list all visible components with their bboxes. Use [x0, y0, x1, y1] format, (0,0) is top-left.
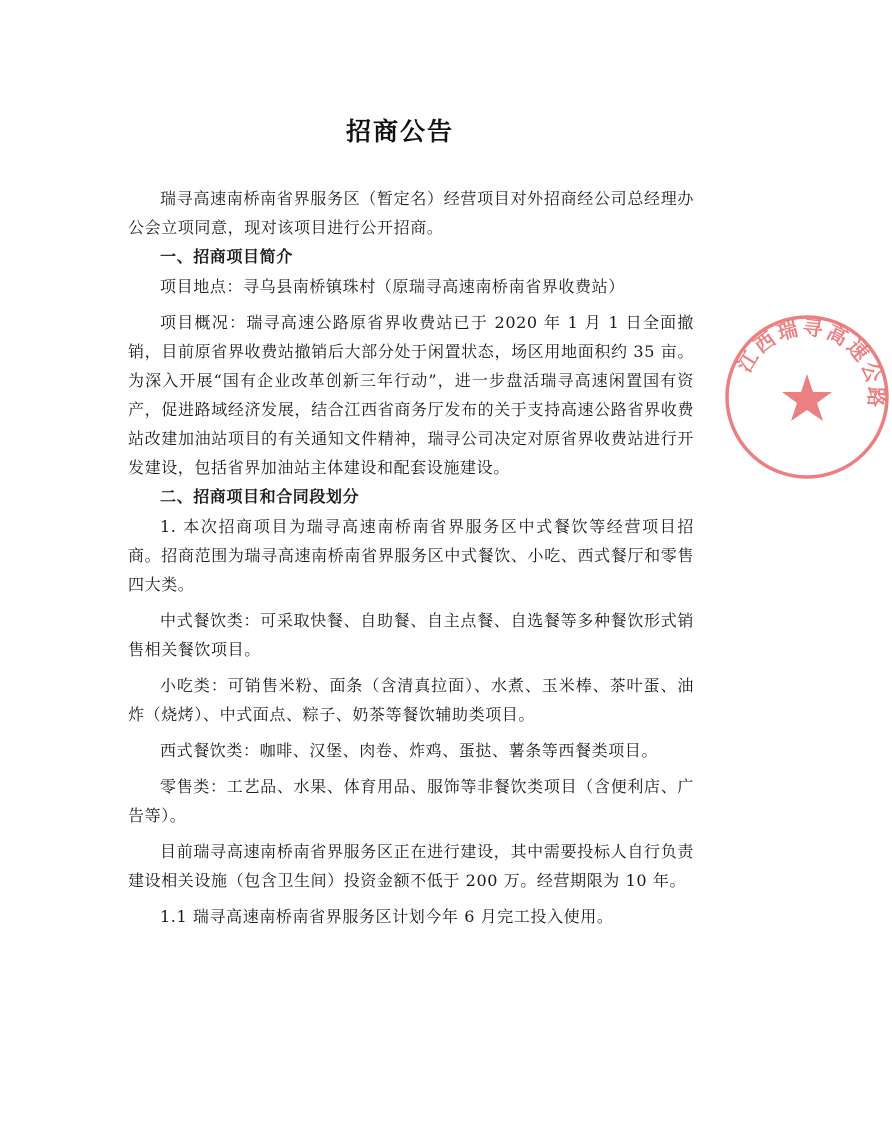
- section2-heading: 二、招商项目和合同段划分: [160, 487, 360, 506]
- retail-paragraph: 零售类：工艺品、水果、体育用品、服饰等非餐饮类项目（含便利店、广告等）。: [128, 777, 694, 825]
- project-location: 项目地点：寻乌县南桥镇珠村（原瑞寻高速南桥南省界收费站）: [160, 277, 625, 296]
- company-seal-icon: [722, 312, 892, 482]
- scope-paragraph: 1. 本次招商项目为瑞寻高速南桥南省界服务区中式餐饮等经营项目招商。招商范围为瑞寻高速南桥南省界服务区中式餐饮、小吃、西式餐厅和零售四大类。: [128, 517, 694, 594]
- document-body: [128, 184, 694, 931]
- intro-paragraph: 瑞寻高速南桥南省界服务区（暂定名）经营项目对外招商经公司总经理办公会立项同意，现对该项目进行公开招商。: [128, 189, 694, 237]
- construction-paragraph: 目前瑞寻高速南桥南省界服务区正在进行建设，其中需要投标人自行负责建设相关设施（包含卫生间）投资金额不低于 200 万。经营期限为 10 年。: [128, 842, 694, 890]
- western-food-paragraph: 西式餐饮类：咖啡、汉堡、肉卷、炸鸡、蛋挞、薯条等西餐类项目。: [160, 741, 659, 760]
- page-title: 招商公告: [345, 117, 454, 146]
- chinese-food-paragraph: 中式餐饮类：可采取快餐、自助餐、自主点餐、自选餐等多种餐饮形式销售相关餐饮项目。: [128, 611, 694, 659]
- section1-heading: 一、招商项目简介: [160, 247, 293, 266]
- seal-text: 江西瑞寻高速公路: [732, 315, 889, 411]
- completion-paragraph: 1.1 瑞寻高速南桥南省界服务区计划今年 6 月完工投入使用。: [160, 907, 614, 926]
- snacks-paragraph: 小吃类：可销售米粉、面条（含清真拉面）、水煮、玉米棒、茶叶蛋、油炸（烧烤）、中式面点、粽子、奶茶等餐饮辅助类项目。: [128, 676, 694, 724]
- project-overview: 项目概况：瑞寻高速公路原省界收费站已于 2020 年 1 月 1 日全面撤销，目前原省界收费站撤销后大部分处于闲置状态，场区用地面积约 35 亩。为深入开展“国有企业改革创新三年行动”，进一步盘活瑞寻高速闲置国有资产，促进路域经济发展，结合江西省商务厅发布的关于支持高速公路省界收费站改建加油站项目的有关通知文件精神，瑞寻公司决定对原省界收费站进行开发建设，包括省界加油站主体建设和配套设施建设。: [128, 313, 694, 477]
